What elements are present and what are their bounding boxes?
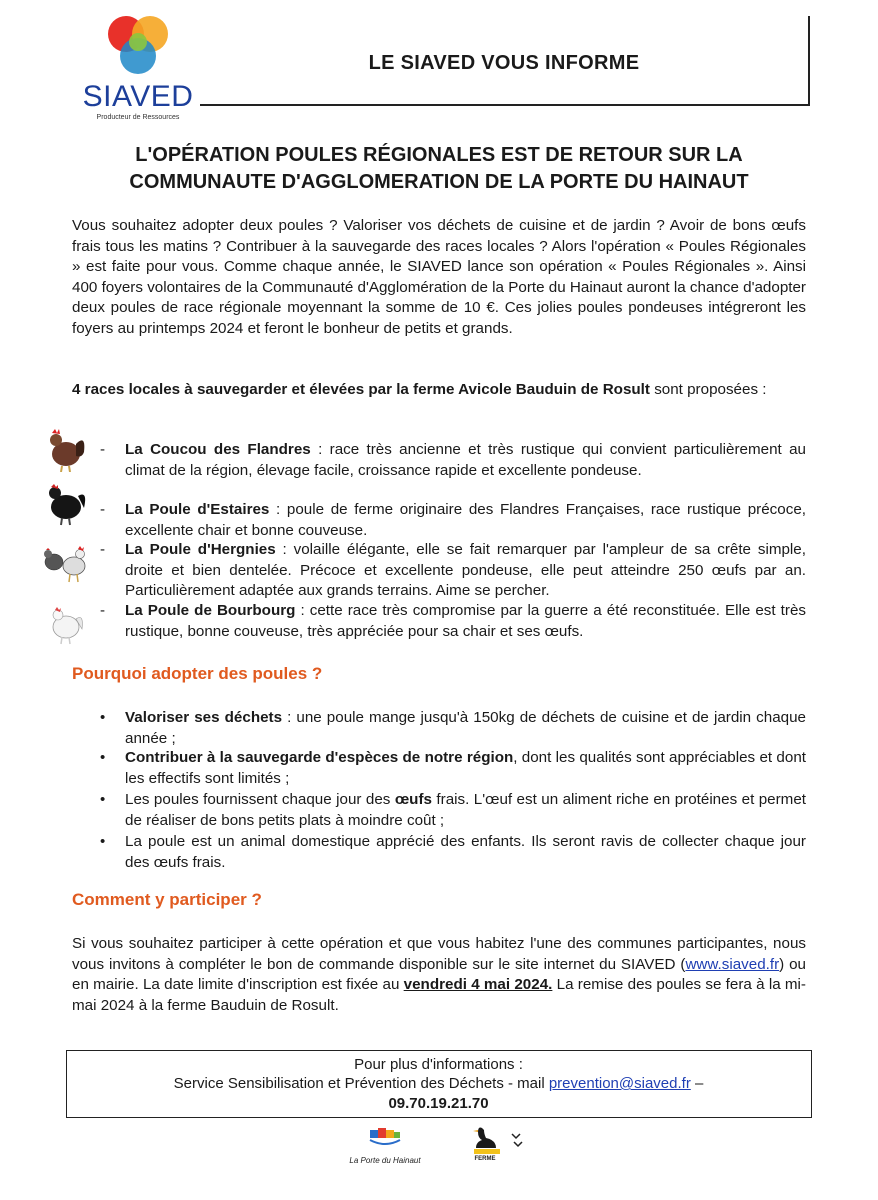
- how-paragraph: [72, 934, 806, 1016]
- race-text: [125, 601, 806, 642]
- siaved-website-link[interactable]: www.siaved.fr: [685, 955, 780, 973]
- bullet-rest: , dont les qualités sont appréciables et dont les effectifs sont limités ;: [125, 749, 806, 787]
- contact-box: [66, 1050, 812, 1118]
- bullet-start: Les poules fournissent chaque jour des: [125, 791, 395, 808]
- race-description: : race très ancienne et très rustique qui convient particulièrement au climat de la région, élevage facile, croissance rapide et excellente pondeuse.: [125, 441, 806, 479]
- siaved-logo-icon: [100, 12, 176, 82]
- black-hen-icon: [42, 480, 90, 526]
- bullet-bold: Valoriser ses déchets: [125, 709, 283, 726]
- main-title: [60, 142, 818, 196]
- rooster-icon: [42, 426, 90, 472]
- contact-email-link[interactable]: prevention@siaved.fr: [548, 1075, 691, 1092]
- contact-intro: Pour plus d'informations :: [354, 1056, 523, 1073]
- race-dash: -: [100, 501, 106, 518]
- races-intro-bold: 4 races locales à sauvegarder et élevées par la ferme Avicole Bauduin de Rosult: [72, 381, 650, 398]
- race-text: [125, 540, 806, 602]
- race-name: La Poule de Bourbourg: [125, 602, 296, 619]
- bullet-text: [125, 748, 806, 789]
- deadline-date: vendredi 4 mai 2024.: [403, 976, 553, 993]
- contact-phone: 09.70.19.21.70: [388, 1095, 489, 1112]
- white-hen-icon: [42, 599, 90, 645]
- why-heading: Pourquoi adopter des poules ?: [72, 664, 323, 683]
- bullet-icon: •: [100, 791, 106, 808]
- race-name: La Poule d'Estaires: [125, 501, 270, 518]
- contact-service: [67, 1074, 810, 1093]
- header-title: LE SIAVED VOUS INFORME: [368, 52, 640, 74]
- goose-icon: [460, 1124, 530, 1156]
- races-intro-rest: sont proposées :: [649, 381, 767, 398]
- how-heading: Comment y participer ?: [72, 890, 262, 909]
- contact-service-text: Service Sensibilisation et Prévention des Déchets - mail: [173, 1075, 549, 1092]
- race-text: [125, 500, 806, 541]
- ferme-logo: [460, 1124, 530, 1174]
- bullet-bold: Contribuer à la sauvegarde d'espèces de notre région: [125, 749, 514, 766]
- race-text: [125, 440, 806, 481]
- race-dash: -: [100, 541, 106, 558]
- bullet-icon: •: [100, 833, 106, 850]
- header-box: [200, 16, 810, 106]
- bullet-rest: frais. L'œuf est un aliment riche en protéines et permet de réaliser de bons petits plats à moindre coût ;: [125, 791, 806, 829]
- how-text-2: ) ou en mairie. La date limite d'inscription est fixée au: [72, 955, 807, 993]
- logo-name: SIAVED: [82, 80, 194, 113]
- race-dash: -: [100, 441, 106, 458]
- logo-tagline: Producteur de Ressources: [96, 114, 180, 121]
- bullet-rest: : une poule mange jusqu'à 150kg de déchets de cuisine et de jardin chaque année ;: [125, 709, 806, 747]
- speckled-hens-icon: [42, 540, 90, 586]
- race-description: : poule de ferme originaire des Flandres Françaises, race rustique précoce, excellente chair et bonne couveuse.: [125, 501, 806, 539]
- bullet-text: La poule est un animal domestique apprécié des enfants. Ils seront ravis de collecter chaque jour des œufs frais.: [125, 833, 806, 871]
- main-title-line-1: L'OPÉRATION POULES RÉGIONALES EST DE RETOUR SUR LA: [135, 144, 743, 166]
- partner-name: La Porte du Hainaut: [349, 1156, 421, 1165]
- siaved-logo: [78, 12, 198, 120]
- bullet-text: [125, 708, 806, 749]
- main-title-line-2: COMMUNAUTE D'AGGLOMERATION DE LA PORTE DU HAINAUT: [129, 171, 749, 193]
- how-text-1: Si vous souhaitez participer à cette opération et que vous habitez l'une des communes participantes, nous vous invitons à compléter le bon de commande disponible sur le site internet du SIAVED (: [72, 935, 806, 973]
- bullet-icon: •: [100, 749, 106, 766]
- how-text-3: La remise des poules se fera à la mi-mai 2024 à la ferme Bauduin de Rosult.: [72, 976, 806, 1014]
- bullet-bold: œufs: [394, 791, 432, 808]
- race-description: : volaille élégante, elle se fait remarquer par l'ampleur de sa crête simple, droite et bien dentelée. Précoce et excellente pondeuse, elle peut atteindre 250 œufs par an. Particulièrement adaptée aux grands terrains. Aime se percher.: [125, 541, 806, 599]
- partner-name: FERME: [474, 1156, 496, 1162]
- porte-du-hainaut-logo: [340, 1124, 430, 1174]
- contact-dash: –: [690, 1075, 704, 1092]
- race-name: La Poule d'Hergnies: [125, 541, 276, 558]
- bullet-icon: •: [100, 709, 106, 726]
- race-name: La Coucou des Flandres: [125, 441, 311, 458]
- intro-paragraph: Vous souhaitez adopter deux poules ? Valoriser vos déchets de cuisine et de jardin ? Avoir de bons œufs frais tous les matins ? Contribuer à la sauvegarde des races locales ? Alors l'opération « Poules Régionales » est faite pour vous. Comme chaque année, le SIAVED lance son opération « Poules Régionales ». Ainsi 400 foyers volontaires de la Communauté d'Agglomération de la Porte du Hainaut auront la chance d'adopter deux poules de race régionale moyennant la somme de 10 €. Ces jolies poules pondeuses intégreront les foyers au printemps 2024 et feront le bonheur de petits et grands.: [72, 217, 806, 337]
- race-description: : cette race très compromise par la guerre a été reconstituée. Elle est très rustique, bonne couveuse, très appréciée pour sa chair et ses œufs.: [125, 602, 806, 640]
- bullet-text: [125, 790, 806, 831]
- porte-du-hainaut-logo-icon: [340, 1124, 430, 1156]
- race-dash: -: [100, 602, 106, 619]
- races-intro: [72, 380, 806, 401]
